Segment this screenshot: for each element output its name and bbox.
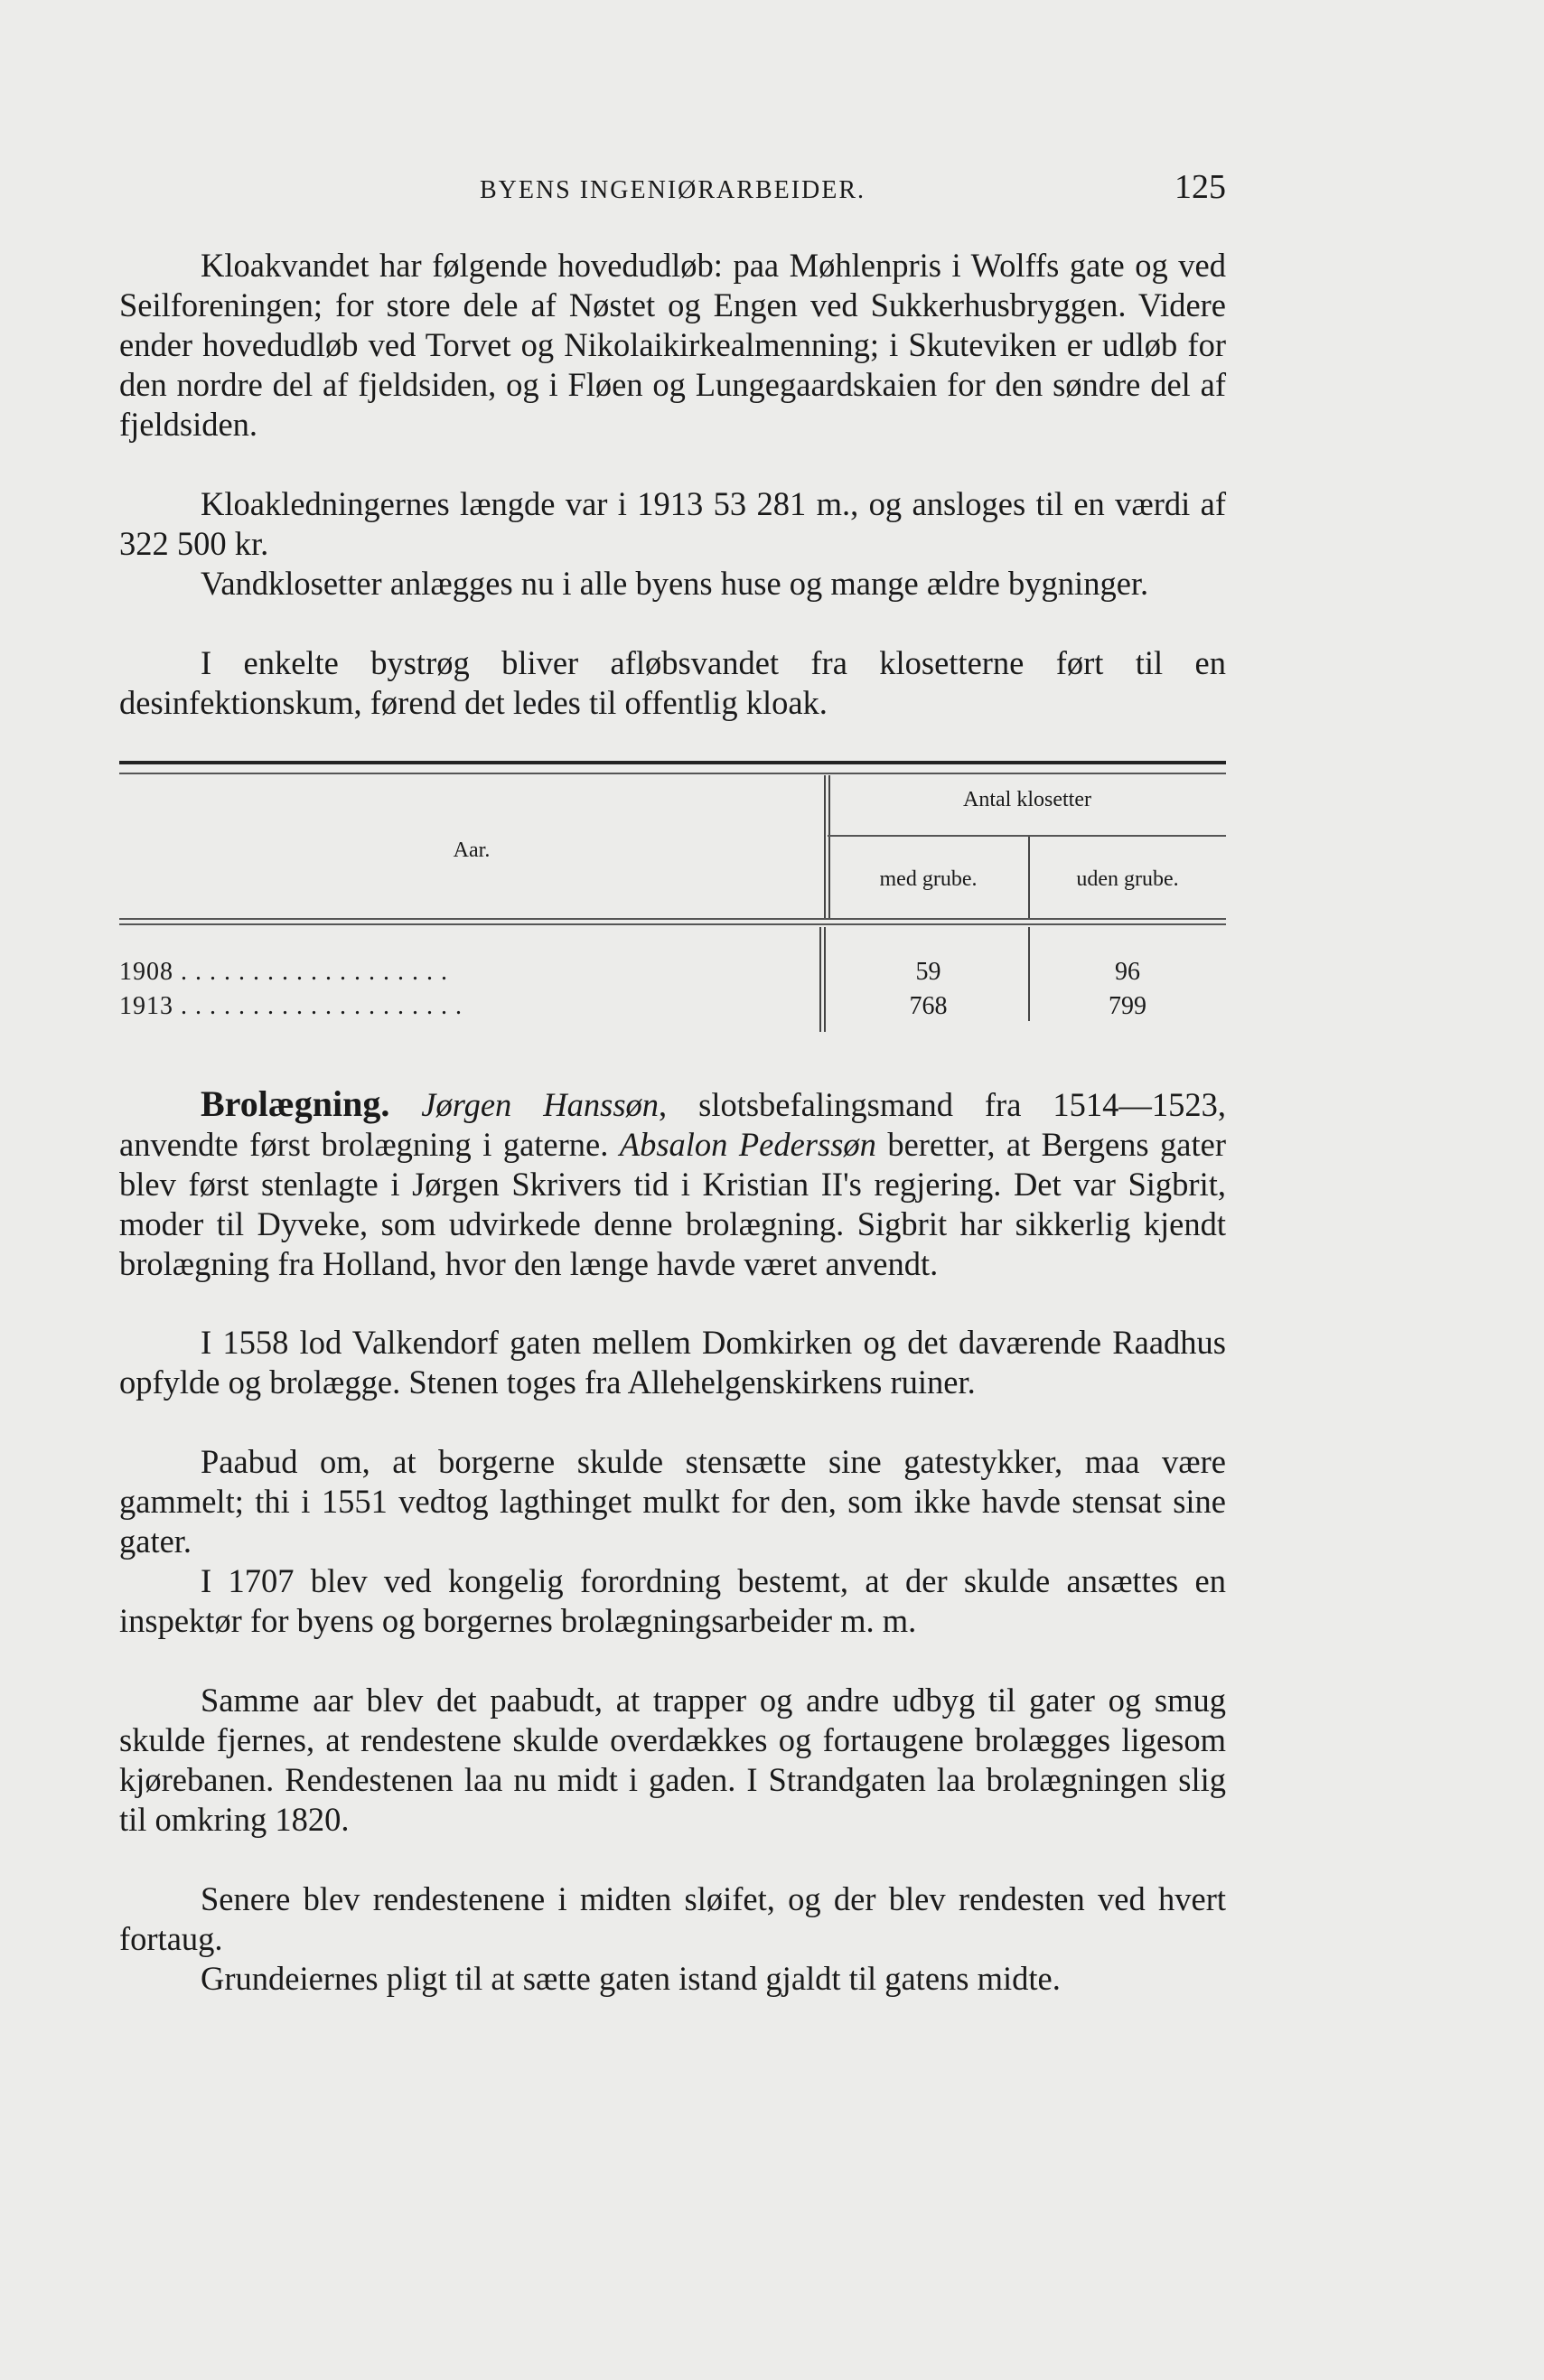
header-rule	[119, 923, 1226, 925]
table-cell: 768	[909, 992, 948, 1020]
paragraph: Vandklosetter anlægges nu i alle byens huse og mange ældre bygninger.	[201, 565, 1149, 602]
page-header	[119, 167, 1226, 212]
table-divider	[824, 775, 826, 920]
table-divider	[819, 927, 821, 1032]
paragraph: Grundeiernes pligt til at sætte gaten istand gjaldt til gatens midte.	[201, 1960, 1061, 1997]
paragraph: Samme aar blev det paabudt, at trapper og andre udbyg til gater og smug skulde fjernes, at rendestene skulde overdækkes og fortaugene brolægges ligesom kjørebanen. Rendestenen laa nu midt i gaden. I Strandgaten laa brolægningen slig til omkring 1820.	[119, 1682, 1226, 1838]
table-top-rule	[119, 761, 1226, 764]
person-name: Jørgen Hanssøn	[421, 1086, 660, 1123]
table-cell: 799	[1109, 992, 1146, 1020]
paragraph: I 1707 blev ved kongelig forordning bestemt, at der skulde ansættes en inspektør for byens og borgernes brolægningsarbeider m. m.	[119, 1562, 1226, 1639]
table-row: 1908 . . . . . . . . . . . . . . . . . . .	[119, 958, 448, 986]
table-top-rule-thin	[119, 773, 1226, 774]
paragraph: I enkelte bystrøg bliver afløbsvandet fra klosetterne ført til en desinfektionskum, førend det ledes til offentlig kloak.	[119, 644, 1226, 721]
paragraph: Brolægning. Jørgen Hanssøn, slotsbefalingsmand fra 1514—1523, anvendte først brolægning i gaterne. Absalon Pederssøn beretter, at Bergens gater blev først stenlagte i Jørgen Skrivers tid i Kristian II's regjering. Det var Sigbrit, moder til Dyveke, som udvirkede denne brolægning. Sigbrit har sikkerlig kjendt brolægning fra Holland, hvor den længe havde været anvendt.	[119, 1083, 1227, 1282]
without-pit-header: uden grube.	[1076, 867, 1179, 891]
person-name: Absalon Pederssøn	[619, 1126, 876, 1163]
table-subheader-rule	[828, 835, 1226, 837]
table-divider	[824, 927, 826, 1032]
paragraph: Paabud om, at borgerne skulde stensætte sine gatestykker, maa være gammelt; thi i 1551 vedtog lagthinget mulkt for den, som ikke havde stensat sine gater.	[119, 1443, 1226, 1560]
group-header: Antal klosetter	[963, 788, 1091, 811]
running-title: BYENS INGENIØRARBEIDER.	[479, 176, 866, 204]
header-rule	[119, 918, 1226, 920]
table-cell: 96	[1115, 958, 1140, 986]
paragraph: Kloakledningernes længde var i 1913 53 281 m., og ansloges til en værdi af 322 500 kr.	[119, 485, 1226, 562]
paragraph: Senere blev rendestenene i midten sløifet, og der blev rendesten ved hvert fortaug.	[119, 1880, 1226, 1957]
table-cell: 59	[915, 958, 941, 986]
year-column-header: Aar.	[453, 839, 491, 862]
table-row: 1913 . . . . . . . . . . . . . . . . . . . .	[119, 992, 463, 1020]
paragraph: I 1558 lod Valkendorf gaten mellem Domkirken og det daværende Raadhus opfylde og brolægge. Stenen toges fra Allehelgenskirkens ruiner.	[119, 1324, 1226, 1401]
page-number: 125	[1174, 168, 1226, 206]
with-pit-header: med grube.	[879, 867, 978, 891]
section-heading: Brolægning.	[201, 1083, 390, 1124]
paragraph: Kloakvandet har følgende hovedudløb: paa Møhlenpris i Wolffs gate og ved Seilforeningen; for store dele af Nøstet og Engen ved Sukkerhusbryggen. Videre ender hovedudløb ved Torvet og Nikolaikirkealmenning; i Skuteviken er udløb for den nordre del af fjeldsiden, og i Fløen og Lungegaardskaien for den søndre del af fjeldsiden.	[119, 247, 1226, 443]
